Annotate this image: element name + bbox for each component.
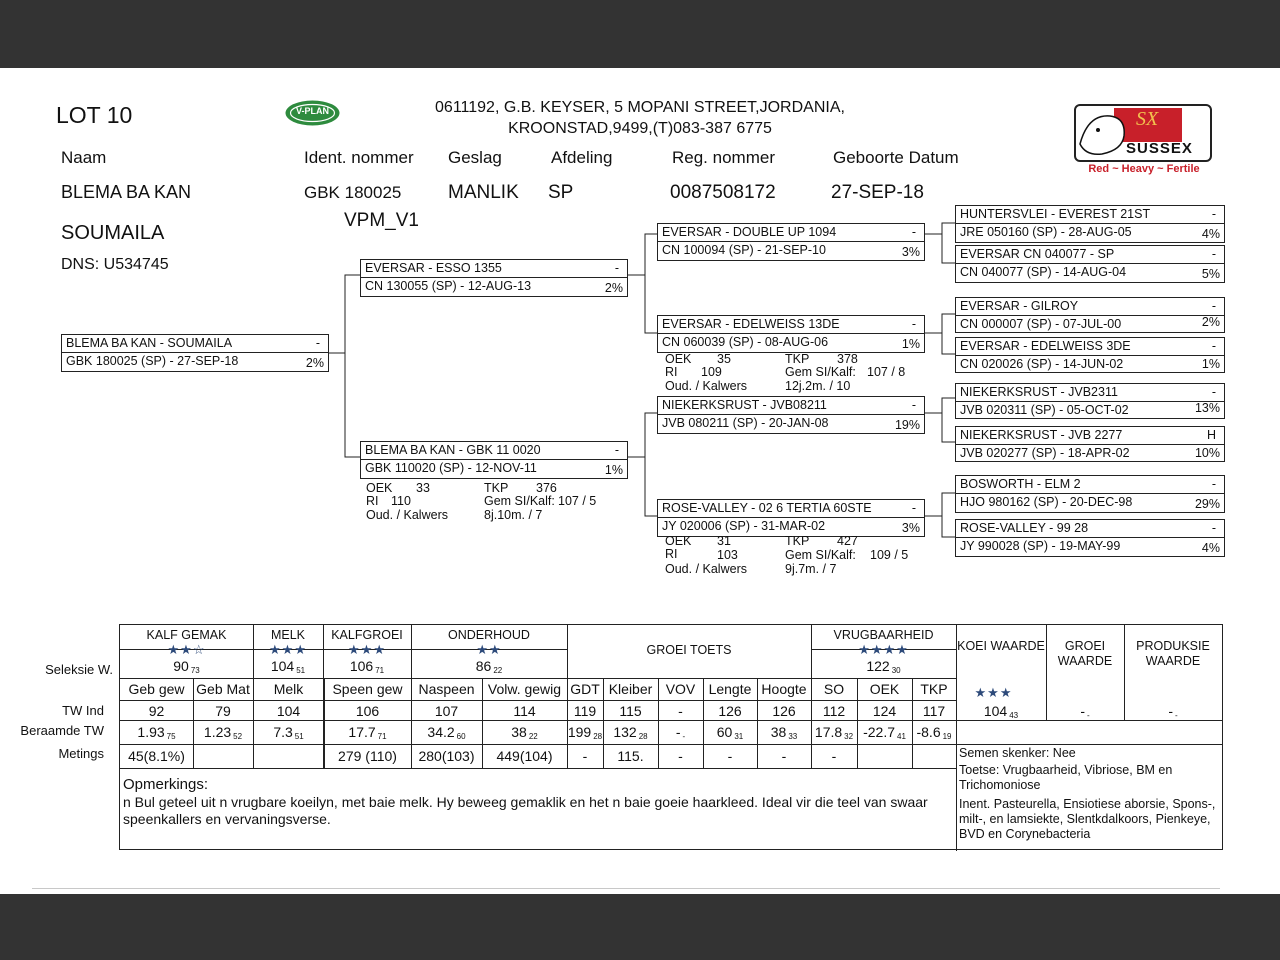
animal-geboorte: 27-SEP-18 xyxy=(831,182,924,203)
g1-name: HUNTERSVLEI - EVEREST 21ST xyxy=(960,207,1151,221)
beraamde-geb-gew xyxy=(120,724,193,741)
animal-afdeling: SP xyxy=(548,182,574,203)
dd-ri-label: RI xyxy=(665,547,678,561)
pedigree-g1 xyxy=(955,205,1225,243)
beraamde-value: 1.23 xyxy=(203,724,232,740)
animal-naam: BLEMA BA KAN xyxy=(61,182,192,202)
col-geslag: Geslag xyxy=(448,148,502,167)
ds-tag: - xyxy=(911,398,916,412)
beraamde-value: 199 xyxy=(567,724,592,740)
sire-tag: - xyxy=(614,261,619,275)
g8-tag: - xyxy=(1211,521,1216,535)
g6-tag: H xyxy=(1206,428,1216,442)
pedigree-sire-sire xyxy=(657,223,925,261)
dam-gem-label: Gem SI/Kalf: xyxy=(484,494,555,508)
g2-pct: 5% xyxy=(1201,267,1220,281)
beraamde-oek xyxy=(857,724,912,741)
sd-oek-label: OEK xyxy=(665,352,692,366)
twind-lengte: 126 xyxy=(718,703,742,719)
row-label-metings: Metings xyxy=(58,746,104,761)
group-kalfgroei: KALFGROEI xyxy=(331,628,403,642)
dd-name: ROSE-VALLEY - 02 6 TERTIA 60STE xyxy=(662,501,872,515)
animal-reg: 0087508172 xyxy=(670,182,776,203)
twind-volw: 114 xyxy=(513,703,536,719)
beraamde-value: -8.6 xyxy=(916,724,941,740)
g5-name: NIEKERKSRUST - JVB2311 xyxy=(960,385,1118,399)
twind-prod xyxy=(1124,703,1222,720)
row-label-seleksie: Seleksie W. xyxy=(45,662,113,677)
beraamde-sub: 71 xyxy=(377,732,387,741)
ss-pct: 3% xyxy=(901,245,920,259)
pedigree-sire xyxy=(360,259,628,297)
col-ident: Ident. nommer xyxy=(304,148,414,167)
metings-kleiber: 115. xyxy=(617,748,644,764)
g2-reg: CN 040077 (SP) - 14-AUG-04 xyxy=(960,265,1127,279)
g8-pct: 4% xyxy=(1201,541,1220,555)
g3-tag: - xyxy=(1211,299,1216,313)
metings-lengte: - xyxy=(727,748,733,764)
dd-oek-label: OEK xyxy=(665,534,692,548)
metings-naspeen: 280(103) xyxy=(418,748,475,764)
g1-reg: JRE 050160 (SP) - 28-AUG-05 xyxy=(960,225,1132,239)
twind-groei xyxy=(1046,703,1124,720)
sd-reg: CN 060039 (SP) - 08-AUG-06 xyxy=(662,335,829,349)
lot-number: LOT 10 xyxy=(56,102,133,128)
seleksie-onderhoud-value: 86 xyxy=(475,658,492,674)
sussex-badge: SX xyxy=(1136,108,1159,130)
g1-tag: - xyxy=(1211,207,1216,221)
seleksie-kalfgroei-value: 106 xyxy=(349,658,374,674)
dam-dam-stats xyxy=(665,534,925,578)
dd-gem: 109 / 5 xyxy=(870,548,909,562)
pedigree-g3 xyxy=(955,297,1225,333)
twind-groei-value: - xyxy=(1080,703,1085,719)
subheader-hoogte: Hoogte xyxy=(761,681,807,697)
subheader-tkp: TKP xyxy=(920,681,948,697)
pedigree-g5 xyxy=(955,383,1225,419)
koei-stars: ★★★ xyxy=(974,685,1013,700)
seleksie-kalfgroei xyxy=(323,658,411,675)
subject-tag: - xyxy=(315,336,320,350)
address-line-2: KROONSTAD,9499,(T)083-387 6775 xyxy=(508,120,772,137)
subheader-geb-mat: Geb Mat xyxy=(196,681,250,697)
sd-oek: 35 xyxy=(717,352,731,366)
metings-so: - xyxy=(831,748,837,764)
g6-name: NIEKERKSRUST - JVB 2277 xyxy=(960,428,1123,442)
twind-oek: 124 xyxy=(872,703,897,719)
subheader-speen-gew: Speen gew xyxy=(332,681,403,697)
beraamde-value: -22.7 xyxy=(863,724,895,740)
subheader-lengte: Lengte xyxy=(708,681,752,697)
twind-kleiber: 115 xyxy=(619,703,642,719)
sd-name: EVERSAR - EDELWEISS 13DE xyxy=(662,317,840,331)
dd-oek: 31 xyxy=(717,534,731,548)
ds-reg: JVB 080211 (SP) - 20-JAN-08 xyxy=(662,416,829,430)
dd-tkp-label: TKP xyxy=(785,534,810,548)
beraamde-sub: - xyxy=(682,732,686,741)
g7-tag: - xyxy=(1211,477,1216,491)
ss-tag: - xyxy=(911,225,916,239)
v-plan-logo-text: V-PLAN xyxy=(295,106,329,116)
beraamde-value: 17.8 xyxy=(814,724,843,740)
onderhoud-stars: ★★ xyxy=(476,642,502,657)
subheader-vov: VOV xyxy=(665,681,696,697)
vaccinations: Inent. Pasteurella, Ensiotiese aborsie, Spons-, milt-, en lamsiekte, Slentkdalkoors, Pienkeye, BVD en Corynebacteria xyxy=(959,797,1216,841)
animal-dns: DNS: U534745 xyxy=(61,256,169,273)
group-koei-waarde: KOEI WAARDE xyxy=(957,639,1045,653)
seleksie-onderhoud xyxy=(411,658,567,675)
twind-hoogte: 126 xyxy=(772,703,796,719)
beraamde-sub: 41 xyxy=(897,732,906,741)
col-geboorte: Geboorte Datum xyxy=(833,148,959,167)
sd-oud-label: Oud. / Kalwers xyxy=(665,379,747,393)
sd-ri: 109 xyxy=(701,365,722,379)
beraamde-value: 38 xyxy=(511,724,527,740)
beraamde-geb-mat xyxy=(193,724,253,741)
beraamde-lengte xyxy=(703,724,757,741)
g3-pct: 2% xyxy=(1201,315,1220,329)
g8-name: ROSE-VALLEY - 99 28 xyxy=(960,521,1089,535)
semen-donor: Semen skenker: Nee xyxy=(959,746,1076,760)
subheader-volw-gewig: Volw. gewig xyxy=(487,681,562,697)
beraamde-melk xyxy=(253,724,324,741)
g7-reg: HJO 980162 (SP) - 20-DEC-98 xyxy=(960,495,1133,509)
seleksie-melk-value: 104 xyxy=(270,658,295,674)
subheader-gdt: GDT xyxy=(570,681,600,697)
beraamde-sub: 52 xyxy=(233,732,243,741)
beraamde-vov xyxy=(658,724,703,741)
group-groei-waarde: GROEI WAARDE xyxy=(1057,639,1113,668)
sire-reg: CN 130055 (SP) - 12-AUG-13 xyxy=(365,279,532,293)
beraamde-hoogte xyxy=(757,724,811,741)
dd-oud: 9j.7m. / 7 xyxy=(785,562,837,576)
pedigree-dam-dam xyxy=(657,499,925,537)
dam-tkp-label: TKP xyxy=(484,481,509,495)
g7-name: BOSWORTH - ELM 2 xyxy=(960,477,1081,491)
vrugbaarheid-stars: ★★★★ xyxy=(858,642,909,657)
group-melk: MELK xyxy=(270,628,306,642)
beraamde-value: 34.2 xyxy=(427,724,455,740)
dam-ri: 110 xyxy=(391,494,411,508)
subheader-melk: Melk xyxy=(273,681,304,697)
g2-name: EVERSAR CN 040077 - SP xyxy=(960,247,1115,261)
beraamde-tkp xyxy=(912,724,956,741)
twind-prod-value: - xyxy=(1168,703,1173,719)
beraamde-sub: 33 xyxy=(788,732,798,741)
g4-reg: CN 020026 (SP) - 14-JUN-02 xyxy=(960,357,1124,371)
row-label-twind: TW Ind xyxy=(62,703,104,718)
twind-geb-gew: 92 xyxy=(148,703,165,719)
subheader-naspeen: Naspeen xyxy=(418,681,475,697)
g4-tag: - xyxy=(1211,339,1216,353)
sd-pct: 1% xyxy=(901,337,920,351)
twind-vov: - xyxy=(678,703,683,719)
sd-gem-label: Gem SI/Kalf: xyxy=(785,365,856,379)
beraamde-value: - xyxy=(675,724,681,740)
seleksie-vrug-value: 122 xyxy=(866,658,890,674)
g7-pct: 29% xyxy=(1194,497,1220,511)
beraamde-value: 7.3 xyxy=(273,724,293,740)
dd-tkp: 427 xyxy=(837,534,858,548)
g5-tag: - xyxy=(1211,385,1216,399)
dam-oek-label: OEK xyxy=(366,481,393,495)
kalf-gemak-stars: ★★☆ xyxy=(167,642,206,657)
remarks-text: n Bul geteel uit n vrugbare koeilyn, met baie melk. Hy beweeg gemaklik en het n baie goeie haarkleed. Ideal vir die teel van swaar speenkallers en vervaningsverse. xyxy=(123,794,928,827)
pedigree-g8 xyxy=(955,519,1225,557)
beraamde-value: 132 xyxy=(613,724,637,740)
beraamde-sub: 22 xyxy=(528,732,538,741)
g3-reg: CN 000007 (SP) - 07-JUL-00 xyxy=(960,317,1122,331)
bottom-divider xyxy=(32,888,1220,889)
subject-reg: GBK 180025 (SP) - 27-SEP-18 xyxy=(66,354,239,368)
g5-reg: JVB 020311 (SP) - 05-OCT-02 xyxy=(960,403,1129,417)
subheader-geb-gew: Geb gew xyxy=(128,681,185,697)
group-vrugbaarheid: VRUGBAARHEID xyxy=(833,628,934,642)
animal-geslag: MANLIK xyxy=(448,182,519,203)
sd-oud: 12j.2m. / 10 xyxy=(785,379,851,393)
twind-so: 112 xyxy=(822,703,846,719)
beraamde-sub: 60 xyxy=(456,732,466,741)
g4-pct: 1% xyxy=(1201,357,1220,371)
sire-pct: 2% xyxy=(604,281,623,295)
dam-name: BLEMA BA KAN - GBK 11 0020 xyxy=(365,443,541,457)
twind-groei-sub: - xyxy=(1087,711,1090,720)
seleksie-vrug xyxy=(811,658,956,675)
col-reg: Reg. nommer xyxy=(672,148,775,167)
dd-pct: 3% xyxy=(901,521,920,535)
dd-oud-label: Oud. / Kalwers xyxy=(665,562,747,576)
pedigree-sire-dam xyxy=(657,315,925,353)
twind-geb-mat: 79 xyxy=(215,703,231,719)
twind-speen: 106 xyxy=(355,703,380,719)
dd-reg: JY 020006 (SP) - 31-MAR-02 xyxy=(662,519,826,533)
seleksie-melk-sub: 51 xyxy=(296,666,306,675)
metings-gdt: - xyxy=(582,748,588,764)
pedigree-dam-sire xyxy=(657,396,925,434)
dam-pct: 1% xyxy=(604,463,623,477)
beraamde-sub: 75 xyxy=(166,732,176,741)
beraamde-sub: 28 xyxy=(638,732,648,741)
group-kalf-gemak: KALF GEMAK xyxy=(146,628,227,642)
dam-oek: 33 xyxy=(416,481,430,495)
dam-oud: 8j.10m. / 7 xyxy=(484,508,543,522)
twind-naspeen: 107 xyxy=(434,703,459,719)
twind-tkp: 117 xyxy=(922,703,946,719)
sussex-name: SUSSEX xyxy=(1126,140,1193,157)
beraamde-sub: 31 xyxy=(734,732,744,741)
sd-tkp: 378 xyxy=(837,352,858,366)
ss-name: EVERSAR - DOUBLE UP 1094 xyxy=(662,225,837,239)
beraamde-naspeen xyxy=(411,724,482,741)
address-line-1: 0611192, G.B. KEYSER, 5 MOPANI STREET,JORDANIA, xyxy=(435,99,845,116)
metings-volw: 449(104) xyxy=(496,748,553,764)
pedigree-g6 xyxy=(955,426,1225,462)
beraamde-sub: 28 xyxy=(593,732,603,741)
subheader-oek: OEK xyxy=(869,681,900,697)
twind-prod-sub: - xyxy=(1175,711,1178,720)
beraamde-sub: 51 xyxy=(294,732,304,741)
tests: Toetse: Vrugbaarheid, Vibriose, BM en Trichomoniose xyxy=(959,763,1173,792)
beraamde-value: 38 xyxy=(770,724,787,740)
sd-tkp-label: TKP xyxy=(785,352,810,366)
g3-name: EVERSAR - GILROY xyxy=(960,299,1079,313)
beraamde-kleiber xyxy=(603,724,658,741)
beraamde-speen xyxy=(324,724,411,741)
pedigree-g4 xyxy=(955,337,1225,373)
beraamde-sub: 19 xyxy=(942,732,952,741)
seleksie-vrug-sub: 30 xyxy=(891,666,901,675)
subject-name: BLEMA BA KAN - SOUMAILA xyxy=(66,336,233,350)
row-label-beraamde: Beraamde TW xyxy=(20,723,104,738)
pedigree-sheet xyxy=(0,68,1280,894)
beraamde-sub: 32 xyxy=(844,732,854,741)
seleksie-kalf-sub: 73 xyxy=(190,666,200,675)
melk-stars: ★★★ xyxy=(269,642,307,657)
g6-pct: 10% xyxy=(1194,446,1220,460)
beraamde-value: 1.93 xyxy=(137,724,165,740)
twind-melk: 104 xyxy=(276,703,301,719)
animal-ident: GBK 180025 xyxy=(304,183,402,202)
dam-tkp: 376 xyxy=(536,481,557,495)
metings-hoogte: - xyxy=(781,748,787,764)
dd-gem-label: Gem SI/Kalf: xyxy=(785,548,856,562)
beraamde-volw xyxy=(482,724,567,741)
subheader-so: SO xyxy=(823,681,845,697)
breeding-values-table xyxy=(119,624,1223,850)
ss-reg: CN 100094 (SP) - 21-SEP-10 xyxy=(662,243,826,257)
beraamde-gdt xyxy=(567,724,603,741)
metings-vov: - xyxy=(678,748,683,764)
seleksie-melk xyxy=(253,658,323,675)
pedigree-g2 xyxy=(955,245,1225,283)
col-naam: Naam xyxy=(61,148,107,167)
subheader-kleiber: Kleiber xyxy=(608,681,653,697)
seleksie-kalfgroei-sub: 71 xyxy=(375,666,385,675)
sire-name: EVERSAR - ESSO 1355 xyxy=(365,261,502,275)
col-afdeling: Afdeling xyxy=(551,148,613,167)
g1-pct: 4% xyxy=(1201,227,1220,241)
g5-pct: 13% xyxy=(1194,401,1220,415)
ds-name: NIEKERKSRUST - JVB08211 xyxy=(662,398,827,412)
ds-pct: 19% xyxy=(894,418,920,432)
sussex-tagline: Red ~ Heavy ~ Fertile xyxy=(1088,163,1200,175)
g2-tag: - xyxy=(1211,247,1216,261)
subject-pct: 2% xyxy=(305,356,324,370)
remarks-title: Opmerkings: xyxy=(123,776,209,793)
twind-gdt: 119 xyxy=(573,703,597,719)
group-onderhoud: ONDERHOUD xyxy=(448,628,530,642)
dd-tag: - xyxy=(911,501,916,515)
dam-reg: GBK 110020 (SP) - 12-NOV-11 xyxy=(365,461,537,475)
pedigree-g7 xyxy=(955,475,1225,513)
beraamde-value: 60 xyxy=(716,724,733,740)
beraamde-so xyxy=(811,724,857,741)
metings-speen: 279 (110) xyxy=(338,748,397,764)
dam-tag: - xyxy=(614,443,619,457)
sd-ri-label: RI xyxy=(665,365,678,379)
sd-tag: - xyxy=(911,317,916,331)
sd-gem: 107 / 8 xyxy=(867,365,906,379)
dam-stats xyxy=(366,481,636,525)
dd-ri: 103 xyxy=(717,548,738,562)
pedigree-subject xyxy=(61,334,329,372)
twind-koei-sub: 43 xyxy=(1009,711,1019,720)
twind-koei-value: 104 xyxy=(983,703,1008,719)
g6-reg: JVB 020277 (SP) - 18-APR-02 xyxy=(960,446,1130,460)
dam-ri-label: RI xyxy=(366,494,379,508)
metings-geb-gew: 45(8.1%) xyxy=(128,748,185,764)
pedigree-dam xyxy=(360,441,628,479)
dam-gem: 107 / 5 xyxy=(558,494,597,508)
animal-vpm: VPM_V1 xyxy=(344,210,419,231)
g4-name: EVERSAR - EDELWEISS 3DE xyxy=(960,339,1131,353)
sire-dam-stats xyxy=(665,352,925,396)
group-produksie-waarde: PRODUKSIE WAARDE xyxy=(1136,639,1210,668)
dam-oud-label: Oud. / Kalwers xyxy=(366,508,448,522)
group-groei-toets: GROEI TOETS xyxy=(646,643,732,657)
animal-name2: SOUMAILA xyxy=(61,222,165,244)
beraamde-value: 17.7 xyxy=(348,724,376,740)
seleksie-kalf xyxy=(120,658,253,675)
seleksie-onderhoud-sub: 22 xyxy=(493,666,503,675)
twind-koei xyxy=(956,703,1046,720)
seleksie-kalf-value: 90 xyxy=(173,658,189,674)
g8-reg: JY 990028 (SP) - 19-MAY-99 xyxy=(960,539,1121,553)
kalfgroei-stars: ★★★ xyxy=(348,642,386,657)
